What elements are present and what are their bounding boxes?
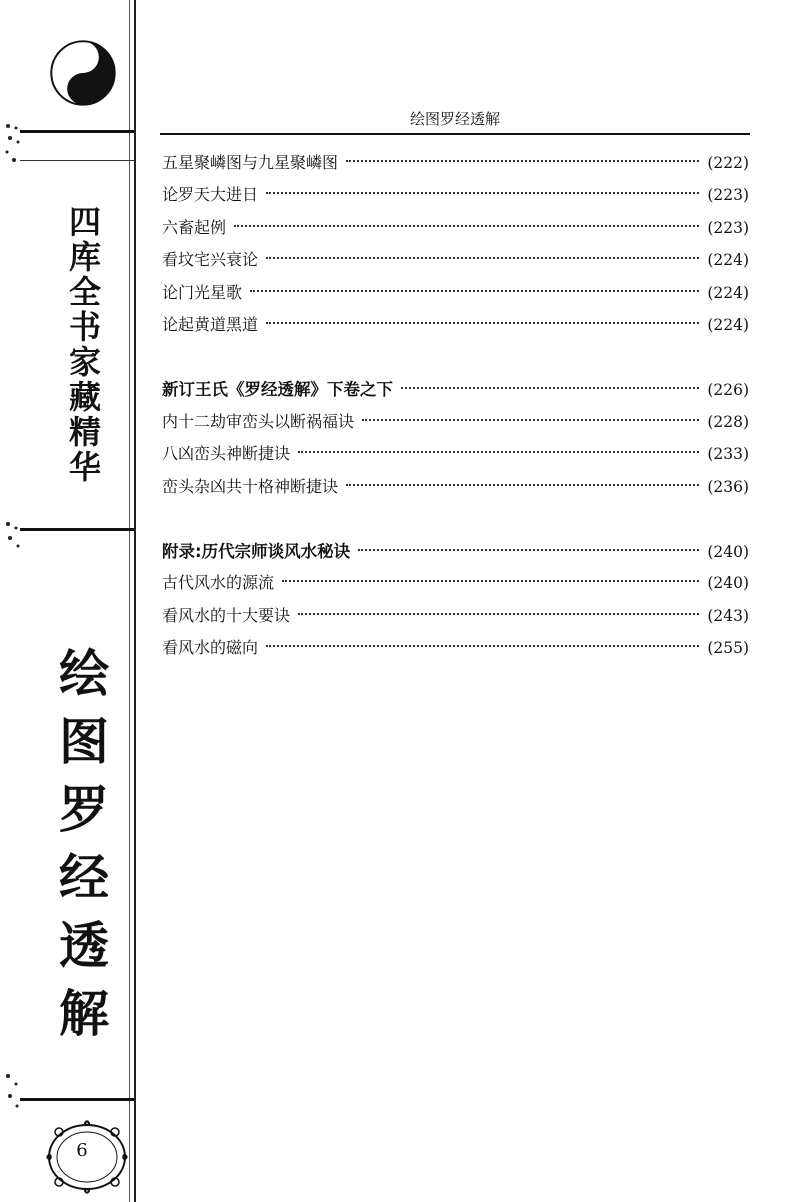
toc-entry[interactable] xyxy=(162,376,749,408)
toc-entry-title: 六畜起例 xyxy=(162,217,227,237)
dot-leader xyxy=(346,160,699,162)
toc-entry-page: (224) xyxy=(707,315,749,334)
toc-entry-page: (228) xyxy=(707,412,749,431)
dot-leader xyxy=(266,257,699,259)
sidebar-rule xyxy=(134,0,136,1202)
dot-leader xyxy=(282,580,699,582)
toc-entry-title: 古代风水的源流 xyxy=(162,573,275,593)
ornament-dots-icon xyxy=(2,120,24,166)
toc-entry[interactable] xyxy=(162,603,749,635)
book-title: 绘图罗经透解 xyxy=(59,645,109,1043)
toc-entry-page: (224) xyxy=(707,251,749,270)
sidebar xyxy=(0,0,137,1202)
toc-entry-page: (223) xyxy=(707,186,749,205)
toc-entry-title: 附录:历代宗师谈风水秘诀 xyxy=(162,541,351,561)
dot-leader xyxy=(401,387,699,389)
dot-leader xyxy=(266,192,699,194)
toc-entry-page: (223) xyxy=(707,218,749,237)
toc-entry[interactable] xyxy=(162,538,749,570)
dot-leader xyxy=(346,484,699,486)
toc-entry[interactable] xyxy=(162,570,749,602)
ornament-dots-icon xyxy=(2,518,24,564)
toc-entry-title: 五星聚嶙图与九星聚嶙图 xyxy=(162,153,339,172)
toc-entry[interactable] xyxy=(162,150,749,182)
toc-entry-title: 论门光星歌 xyxy=(162,282,243,302)
toc-entry-title: 看风水的磁向 xyxy=(162,638,259,658)
sidebar-divider xyxy=(20,528,134,531)
toc-entry-title: 内十二劫审峦头以断祸福诀 xyxy=(162,411,355,431)
header-rule xyxy=(160,133,750,135)
sidebar-divider xyxy=(20,1098,134,1101)
toc-entry-title: 峦头杂凶共十格神断捷诀 xyxy=(162,476,339,496)
yin-yang-icon xyxy=(50,40,116,106)
dot-leader xyxy=(266,645,699,647)
toc-entry-title: 看坟宅兴衰论 xyxy=(162,250,259,270)
toc-entry[interactable] xyxy=(162,312,749,344)
toc-group xyxy=(162,376,749,506)
sidebar-divider xyxy=(20,130,134,133)
toc-entry-title: 八凶峦头神断捷诀 xyxy=(162,444,291,464)
toc-group xyxy=(162,150,749,344)
toc-entry-title: 看风水的十大要诀 xyxy=(162,605,291,625)
toc-entry[interactable] xyxy=(162,280,749,312)
dot-leader xyxy=(358,549,699,551)
toc-entry-page: (224) xyxy=(707,283,749,302)
sidebar-divider xyxy=(20,160,134,161)
dot-leader xyxy=(362,419,699,421)
toc-entry[interactable] xyxy=(162,409,749,441)
toc-entry[interactable] xyxy=(162,635,749,667)
dot-leader xyxy=(266,322,699,324)
toc-entry[interactable] xyxy=(162,474,749,506)
toc-entry[interactable] xyxy=(162,441,749,473)
toc-entry-page: (240) xyxy=(707,574,749,593)
running-head: 绘图罗经透解 xyxy=(409,110,500,128)
toc-entry-title: 新订王氏《罗经透解》下卷之下 xyxy=(162,380,393,400)
toc-entry-page: (243) xyxy=(707,606,749,625)
toc-entry-page: (233) xyxy=(707,445,749,464)
toc-entry-page: (255) xyxy=(707,639,749,658)
toc-entry-page: (240) xyxy=(707,542,749,561)
toc-entry[interactable] xyxy=(162,247,749,279)
series-title: 四库全书家藏精华 xyxy=(68,203,101,486)
toc-entry-page: (222) xyxy=(707,154,749,172)
toc-entry[interactable] xyxy=(162,182,749,214)
toc-entry-page: (226) xyxy=(707,381,749,400)
sidebar-inner-rule xyxy=(129,0,130,1202)
toc-group xyxy=(162,538,749,668)
toc-entry-title: 论罗天大进日 xyxy=(162,185,259,205)
dot-leader xyxy=(250,290,699,292)
table-of-contents xyxy=(162,150,749,667)
toc-entry-page: (236) xyxy=(707,477,749,496)
page-number: 6 xyxy=(76,1140,88,1161)
dot-leader xyxy=(234,225,699,227)
dot-leader xyxy=(298,613,699,615)
ornament-dots-icon xyxy=(2,1070,24,1116)
dot-leader xyxy=(298,451,699,453)
toc-entry-title: 论起黄道黑道 xyxy=(162,314,259,334)
toc-entry[interactable] xyxy=(162,215,749,247)
